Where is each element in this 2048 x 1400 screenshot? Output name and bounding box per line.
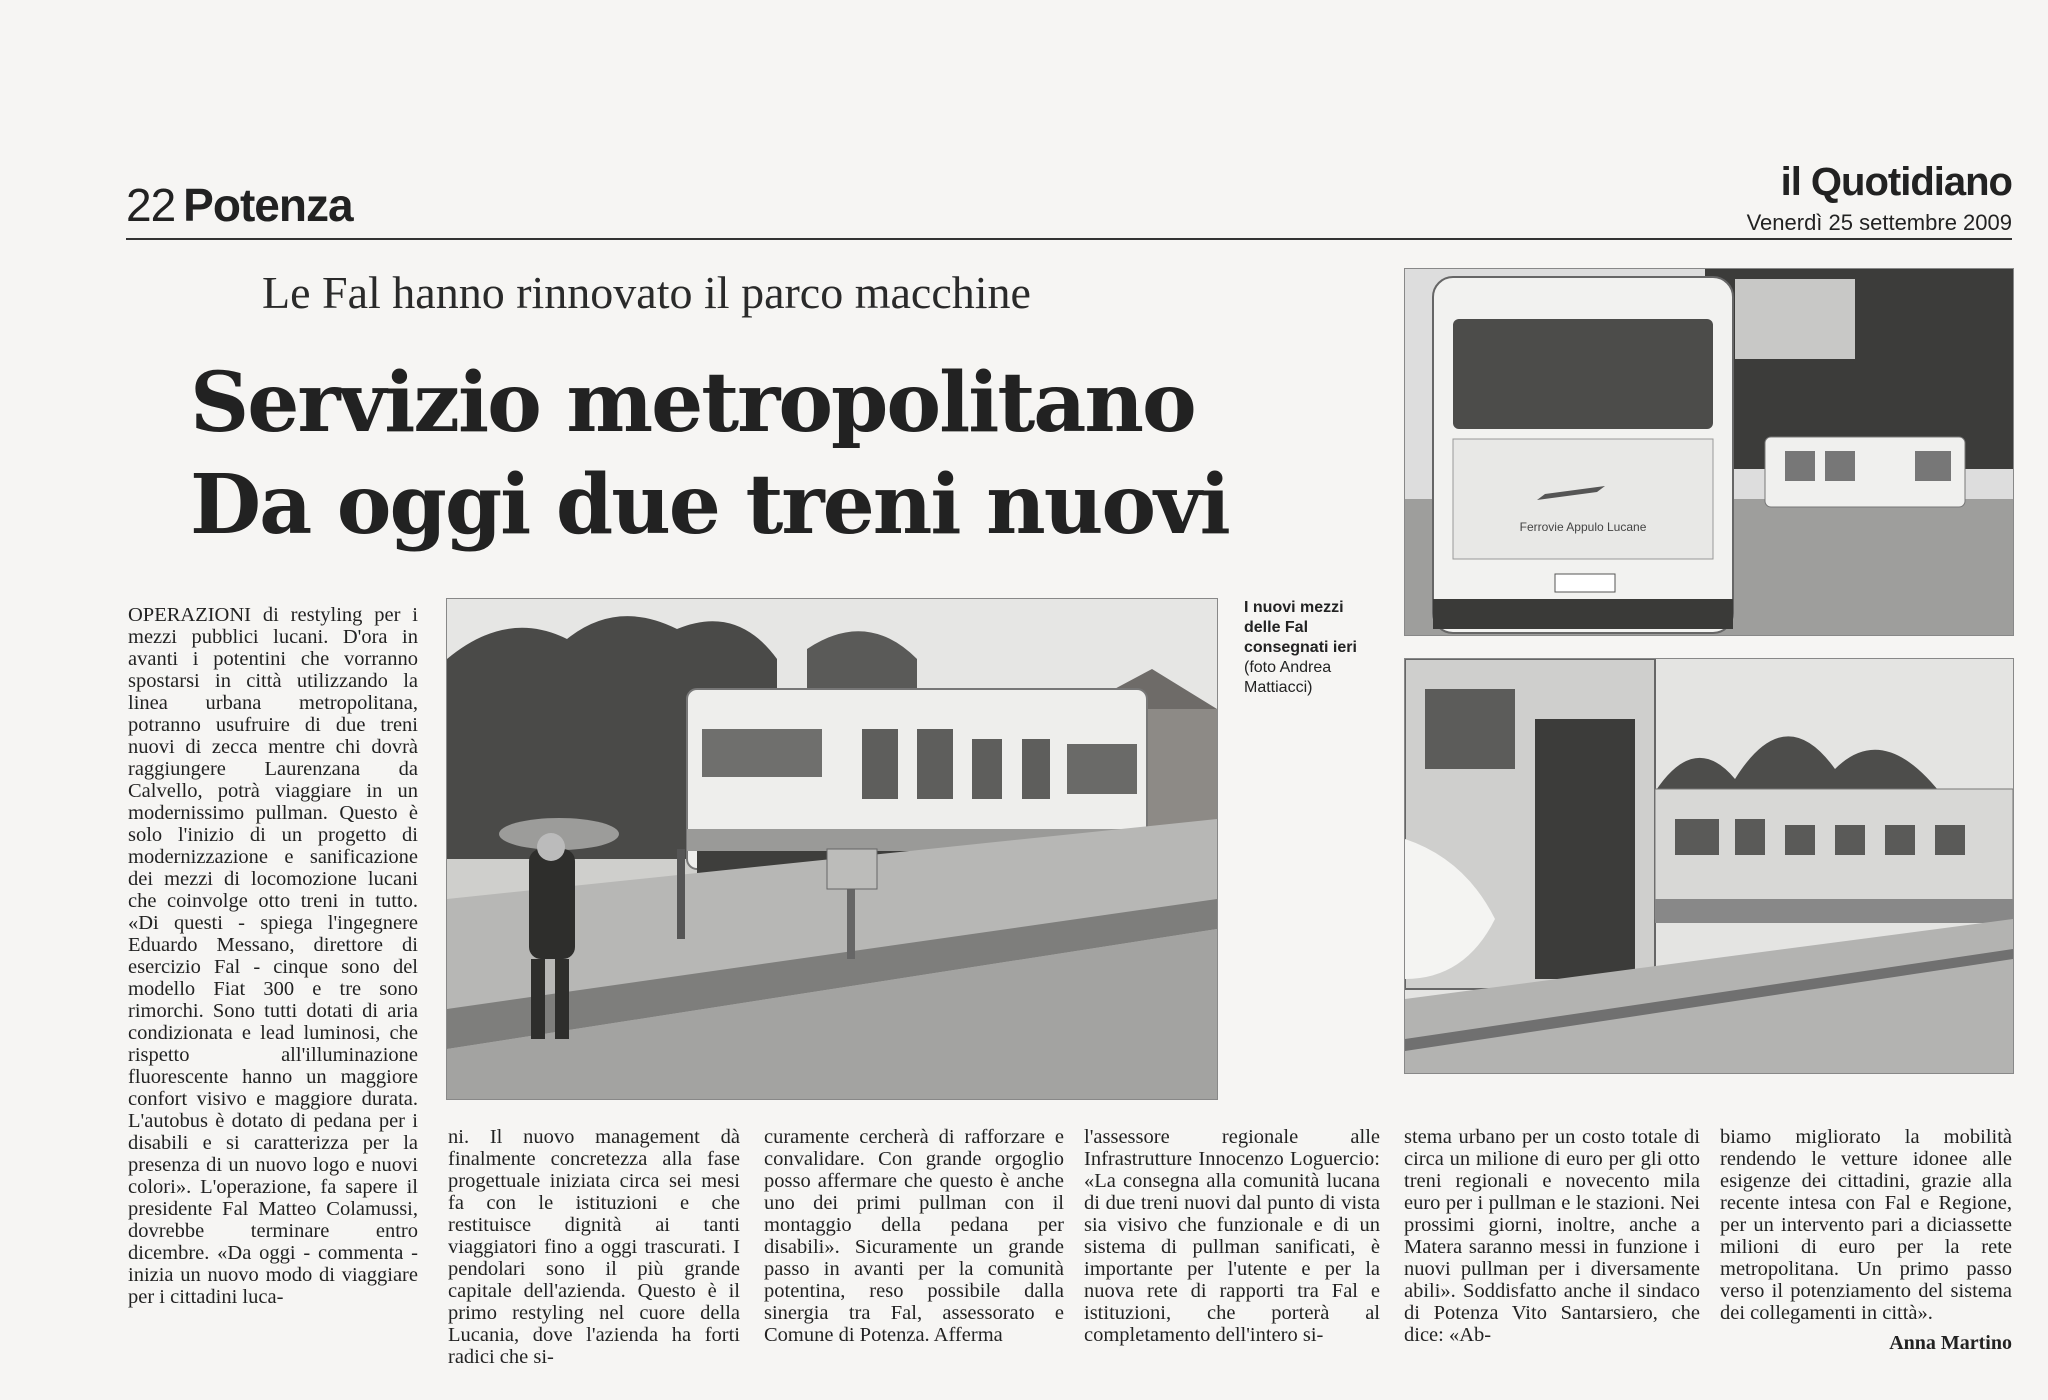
- photo-train-platform: [446, 598, 1218, 1100]
- article-column-2: ni. Il nuovo management dà finalmente concretezza alla fase progettuale iniziata circa sei mesi fa con le istituzioni e che restituisce dignità ai tanti viaggiatori fino a oggi trascurati. I pendolari sono il più grande capitale dell'azienda. Questo è il primo restyling nel cuore della Lucania, dove l'azienda ha forti radici che si-: [448, 1126, 740, 1368]
- bus-rear-text: Ferrovie Appulo Lucane: [1519, 520, 1647, 534]
- caption-credit: (foto Andrea Mattiacci): [1244, 659, 1332, 696]
- article-column-6: biamo migliorato la mobilità rendendo le vetture idonee alle esigenze dei cittadini, grazie alla recente intesa con Fal e Regione, per un intervento pari a diciassette milioni di euro per la rete metropolitana. Un primo passo verso il potenziamento del sistema dei collegamenti in città».: [1720, 1126, 2012, 1324]
- article-column-3: curamente cercherà di rafforzare e convalidare. Con grande orgoglio posso affermare che questo è anche uno dei primi pullman con il montaggio della pedana per disabili». Sicuramente un grande passo in avanti per la comunità potentina, reso possibile dalla sinergia tra Fal, assessorato e Comune di Potenza. Afferma: [764, 1126, 1064, 1346]
- photo-train-door: [1404, 658, 2014, 1074]
- author-signature: Anna Martino: [1889, 1332, 2012, 1354]
- header-divider: [126, 238, 2012, 240]
- section-header: [126, 178, 353, 232]
- article-kicker: Le Fal hanno rinnovato il parco macchine: [262, 267, 1031, 318]
- article-column-4: l'assessore regionale alle Infrastrutture Innocenzo Loguercio: «La consegna alla comunità lucana di due treni nuovi dal punto di vista sia visivo che funzionale e di un sistema di pullman sanificati, è importante per l'utente e per la nuova rete di rapporti tra Fal e istituzioni, che porterà al completamento dell'intero si-: [1084, 1126, 1380, 1346]
- caption-text: I nuovi mezzi delle Fal consegnati ieri: [1244, 599, 1357, 656]
- photo-bus: [1404, 268, 2014, 636]
- page-number: 22: [126, 179, 176, 231]
- article-column-1: OPERAZIONI di restyling per i mezzi pubblici lucani. D'ora in avanti i potentini che vorranno spostarsi in città utilizzando la linea urbana metropolitana, potranno usufruire di due treni nuovi di zecca mentre chi dovrà raggiungere Laurenzana da Calvello, potrà viaggiare in un modernissimo pullman. Questo è solo l'inizio di un progetto di modernizzazione e sanificazione dei mezzi di locomozione lucani che coinvolge otto treni in tutto. «Di questi - spiega l'ingegnere Eduardo Messano, direttore di esercizio Fal - cinque sono del modello Fiat 300 e tre sono rimorchi. Sono tutti dotati di aria condizionata e lead luminosi, che rispetto all'illuminazione fluorescente hanno un maggiore confort visivo e maggiore durata. L'autobus è dotato di pedana per i disabili e si caratterizza per la presenza di un nuovo logo e nuovi colori». L'operazione, fa sapere il presidente Fal Matteo Colamussi, dovrebbe terminare entro dicembre. «Da oggi - commenta - inizia un nuovo modo di viaggiare per i cittadini luca-: [128, 604, 418, 1308]
- headline-line-1: Servizio metropolitano: [190, 355, 1195, 451]
- section-name: Potenza: [183, 179, 353, 231]
- headline-line-2: Da oggi due treni nuovi: [190, 457, 1229, 553]
- article-column-5: stema urbano per un costo totale di circa un milione di euro per gli otto treni regionali e novecento mila euro per i pullman e le stazioni. Nei prossimi giorni, inoltre, anche a Matera saranno messi in funzione i nuovi pullman per i diversamente abili». Soddisfatto anche il sindaco di Potenza Vito Santarsiero, che dice: «Ab-: [1404, 1126, 1700, 1346]
- article-headline: [190, 352, 1229, 556]
- issue-date: Venerdì 25 settembre 2009: [1746, 210, 2012, 235]
- newspaper-name: il Quotidiano: [1780, 160, 2012, 204]
- photo-caption: [1244, 598, 1360, 698]
